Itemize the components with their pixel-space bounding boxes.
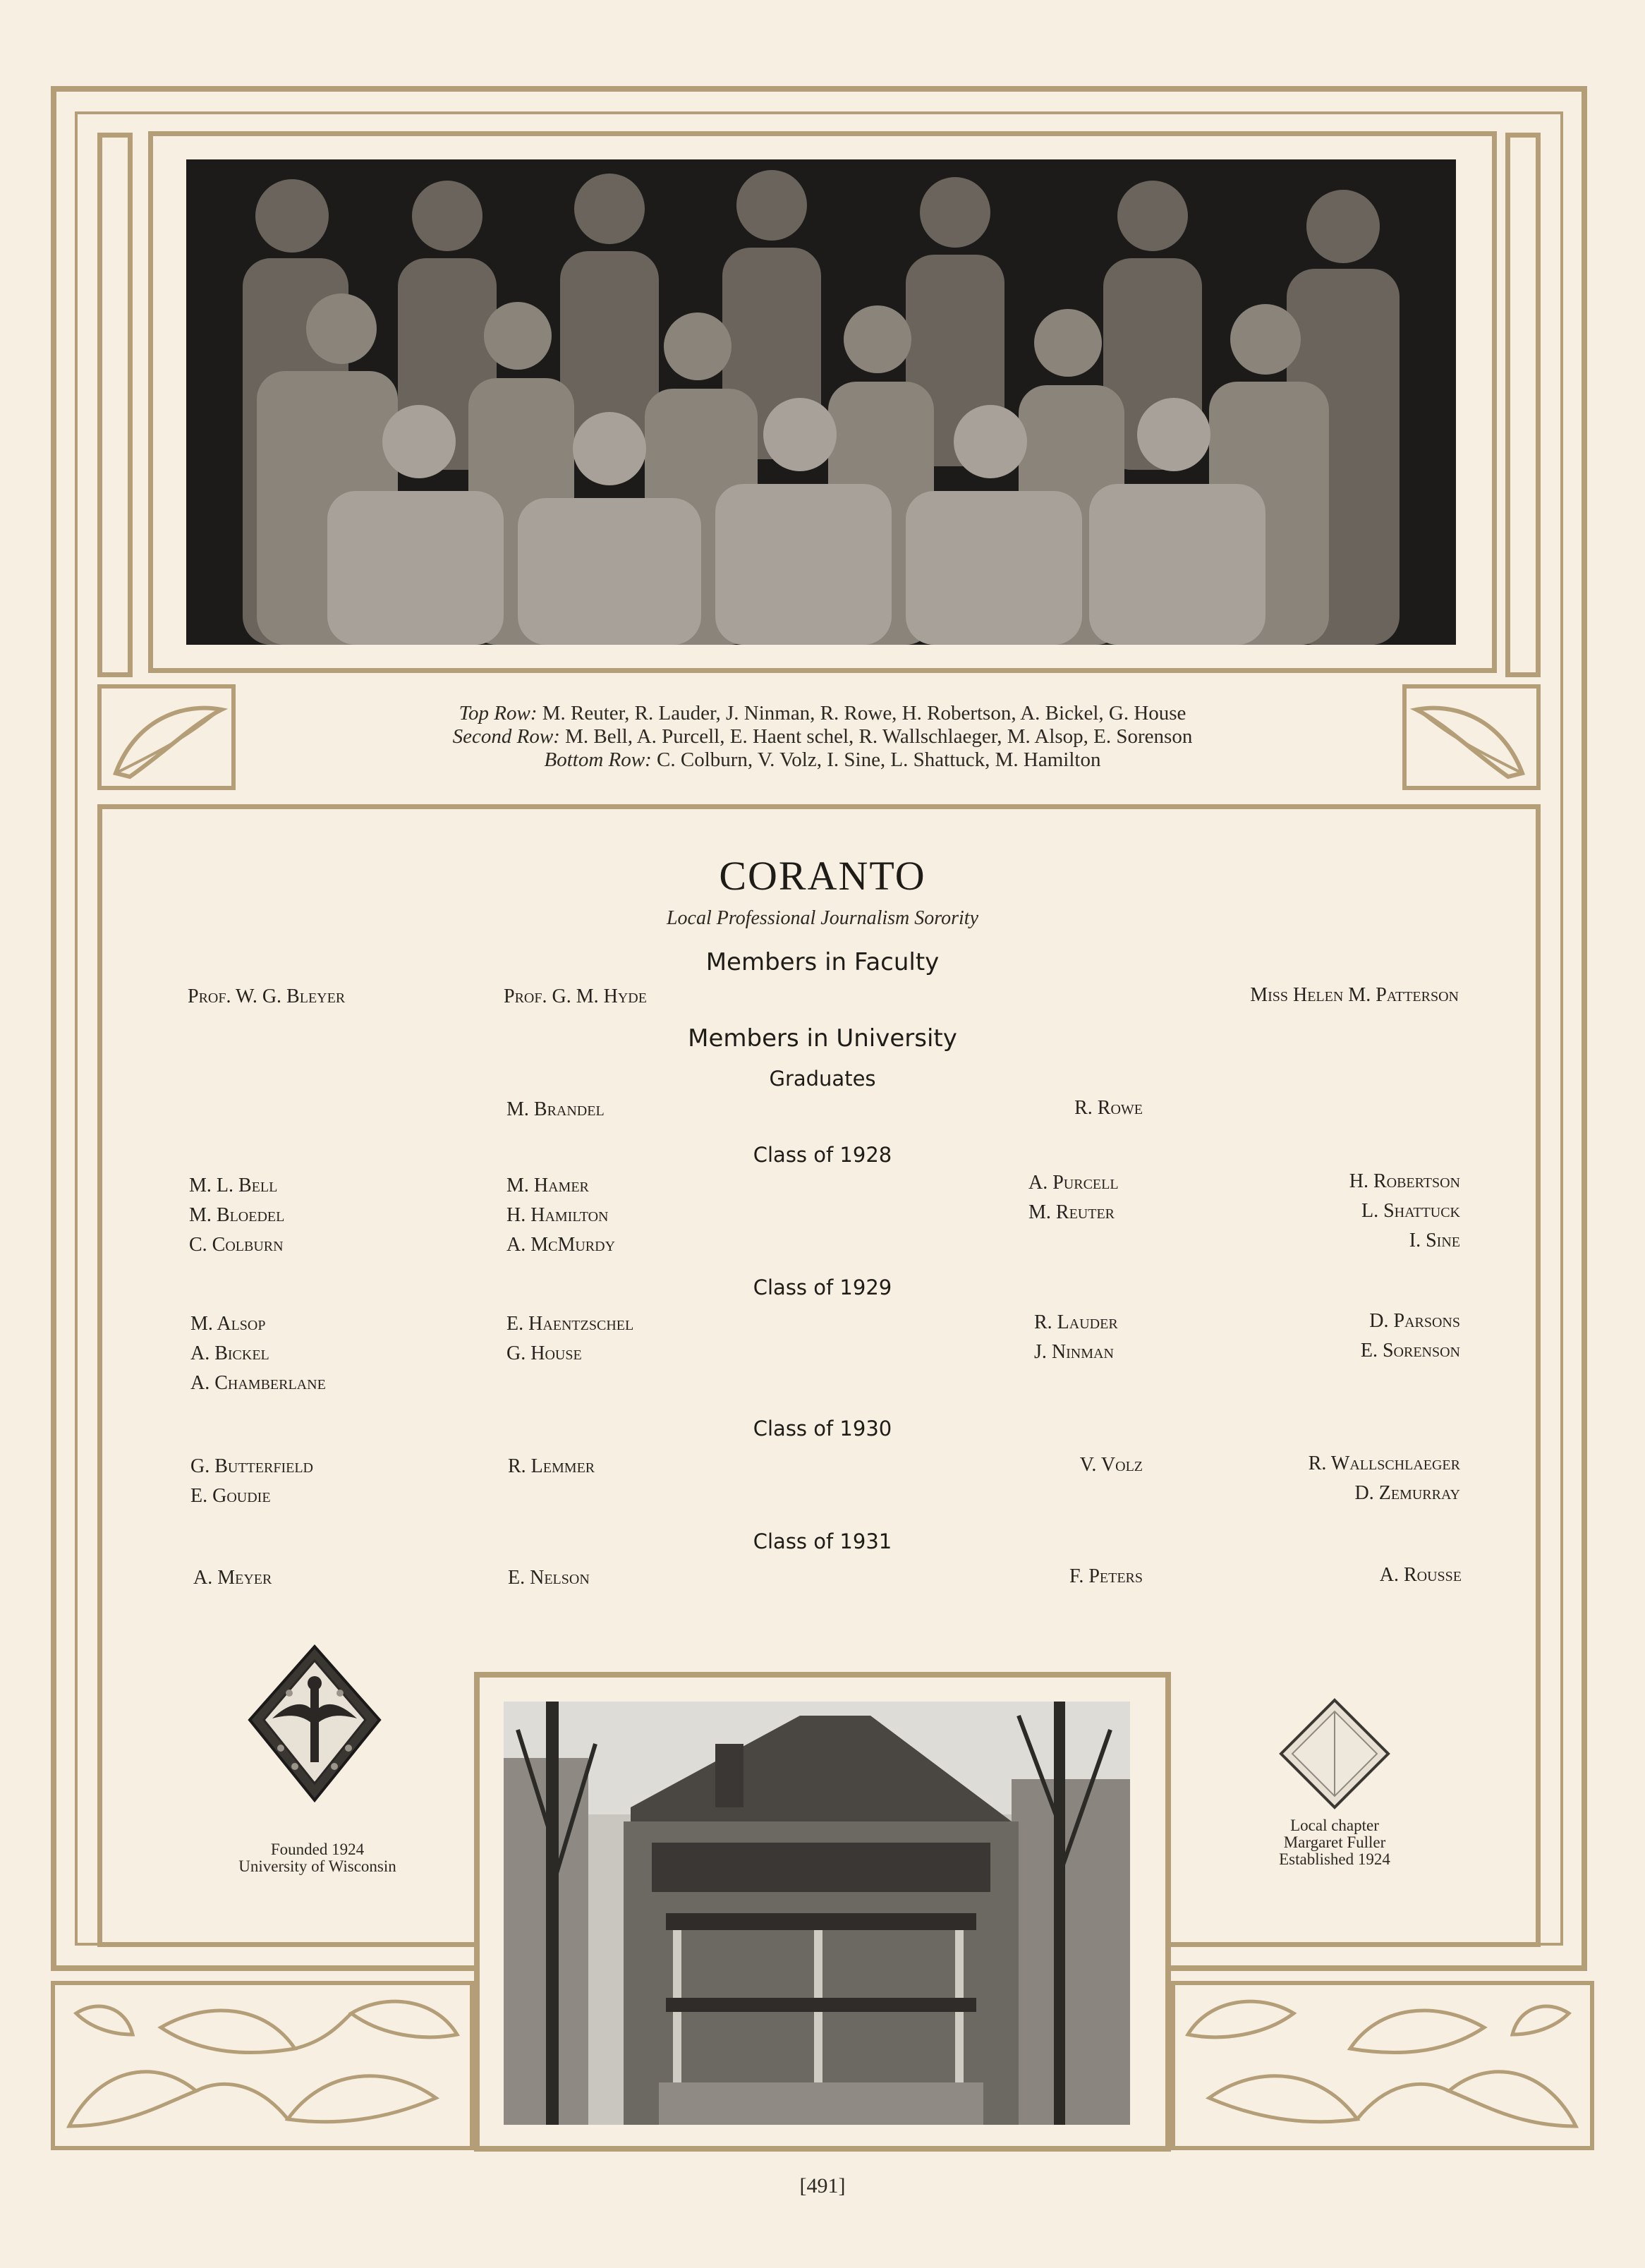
member-name: A. Chamberlane [190,1372,326,1394]
caption-names: M. Bell, A. Purcell, E. Haent schel, R. Wallschlaeger, M. Alsop, E. Sorenson [565,725,1193,748]
member-name: D. Parsons [1369,1310,1460,1332]
member-name: V. Volz [1079,1454,1143,1476]
class-1930-heading: Class of 1930 [753,1417,892,1441]
member-name: R. Lemmer [508,1455,595,1477]
member-name: E. Nelson [508,1567,590,1589]
caption-names: C. Colburn, V. Volz, I. Sine, L. Shattuck, M. Hamilton [657,748,1101,771]
floral-ornament-icon [55,1985,470,2146]
member-name: G. Butterfield [190,1455,313,1477]
caption-label: Bottom Row: [544,748,652,771]
class-1929-col2 [506,1309,633,1369]
member-name: A. McMurdy [506,1234,616,1256]
class-1929-col4 [1199,1306,1460,1366]
photo-caption [233,702,1412,772]
member-name: H. Robertson [1349,1170,1460,1192]
faculty-name: Prof. G. M. Hyde [504,986,647,1007]
leaf-ornament-icon [1407,689,1536,786]
class-1930-col3 [917,1450,1143,1480]
graduates-heading: Graduates [769,1067,876,1091]
member-name: M. Bloedel [189,1204,285,1226]
member-name: M. Reuter [1028,1201,1115,1223]
group-photo [186,159,1456,645]
member-name: E. Goudie [190,1485,271,1507]
class-1929-col3 [1034,1308,1118,1367]
class-1928-heading: Class of 1928 [753,1143,892,1167]
member-name: H. Hamilton [506,1204,609,1226]
member-name: J. Ninman [1034,1341,1114,1363]
floral-ornament-icon [1175,1985,1590,2146]
frame-rule [1505,133,1541,677]
graduate-name: M. Brandel [506,1098,605,1120]
faculty-name: Prof. W. G. Bleyer [188,986,346,1007]
diamond-emblem-icon [1278,1697,1391,1810]
member-name: A. Meyer [193,1567,272,1589]
page-number: [491] [799,2174,846,2197]
university-heading: Members in University [688,1024,957,1053]
caption-label: Second Row: [452,725,560,748]
member-name: A. Bickel [190,1342,269,1364]
caption-left-ornament [97,684,236,790]
class-1929-col1 [190,1309,326,1398]
member-name: C. Colburn [189,1234,284,1256]
member-name: R. Lauder [1034,1311,1118,1333]
note-line: Established 1924 [1279,1850,1390,1868]
member-name: I. Sine [1409,1230,1460,1251]
member-name: E. Sorenson [1360,1340,1460,1362]
caption-bottom-row [233,748,1412,772]
bottom-left-floral-band [51,1981,474,2150]
caption-second-row [233,725,1412,748]
class-1931-heading: Class of 1931 [753,1529,892,1553]
emblem-caption [1229,1817,1440,1868]
note-line: Founded 1924 [270,1841,365,1858]
page-title: CORANTO [719,853,926,899]
class-1929-heading: Class of 1929 [753,1275,892,1299]
member-name: M. L. Bell [189,1175,278,1196]
badge-caption [212,1841,423,1875]
note-line: Local chapter [1290,1817,1379,1834]
class-1930-col4 [1199,1449,1460,1508]
note-line: University of Wisconsin [238,1857,396,1875]
member-name: F. Peters [1069,1565,1143,1587]
member-name: A. Rousse [1379,1564,1462,1586]
sorority-badge-icon [244,1642,385,1805]
class-1931-col1 [193,1563,272,1593]
member-name: D. Zemurray [1354,1482,1460,1504]
caption-label: Top Row: [459,702,538,724]
page-subtitle: Local Professional Journalism Sorority [666,907,979,929]
house-photo [504,1702,1130,2125]
caption-right-ornament [1402,684,1541,790]
bottom-right-floral-band [1171,1981,1594,2150]
frame-rule [97,133,133,677]
class-1931-col2 [508,1563,590,1593]
member-name: M. Alsop [190,1313,266,1335]
member-name: R. Wallschlaeger [1308,1453,1460,1474]
class-1931-col3 [917,1562,1143,1591]
class-1928-col1 [189,1171,284,1260]
class-1928-col3 [1028,1168,1119,1227]
class-1928-col2 [506,1171,615,1260]
caption-top-row [233,702,1412,725]
member-name: A. Purcell [1028,1172,1119,1194]
caption-names: M. Reuter, R. Lauder, J. Ninman, R. Rowe, H. Robertson, A. Bickel, G. House [542,702,1186,724]
class-1930-col2 [508,1452,595,1481]
member-name: E. Haentzschel [506,1313,634,1335]
class-1930-col1 [190,1452,313,1511]
graduate-name: R. Rowe [1074,1097,1143,1119]
class-1928-col4 [1199,1167,1460,1256]
class-1931-col4 [1199,1560,1462,1590]
member-name: M. Hamer [506,1175,589,1196]
member-name: L. Shattuck [1361,1200,1460,1222]
member-name: G. House [506,1342,582,1364]
faculty-heading: Members in Faculty [705,948,940,976]
faculty-name: Miss Helen M. Patterson [1250,984,1459,1006]
note-line: Margaret Fuller [1283,1833,1386,1851]
leaf-ornament-icon [102,689,231,786]
